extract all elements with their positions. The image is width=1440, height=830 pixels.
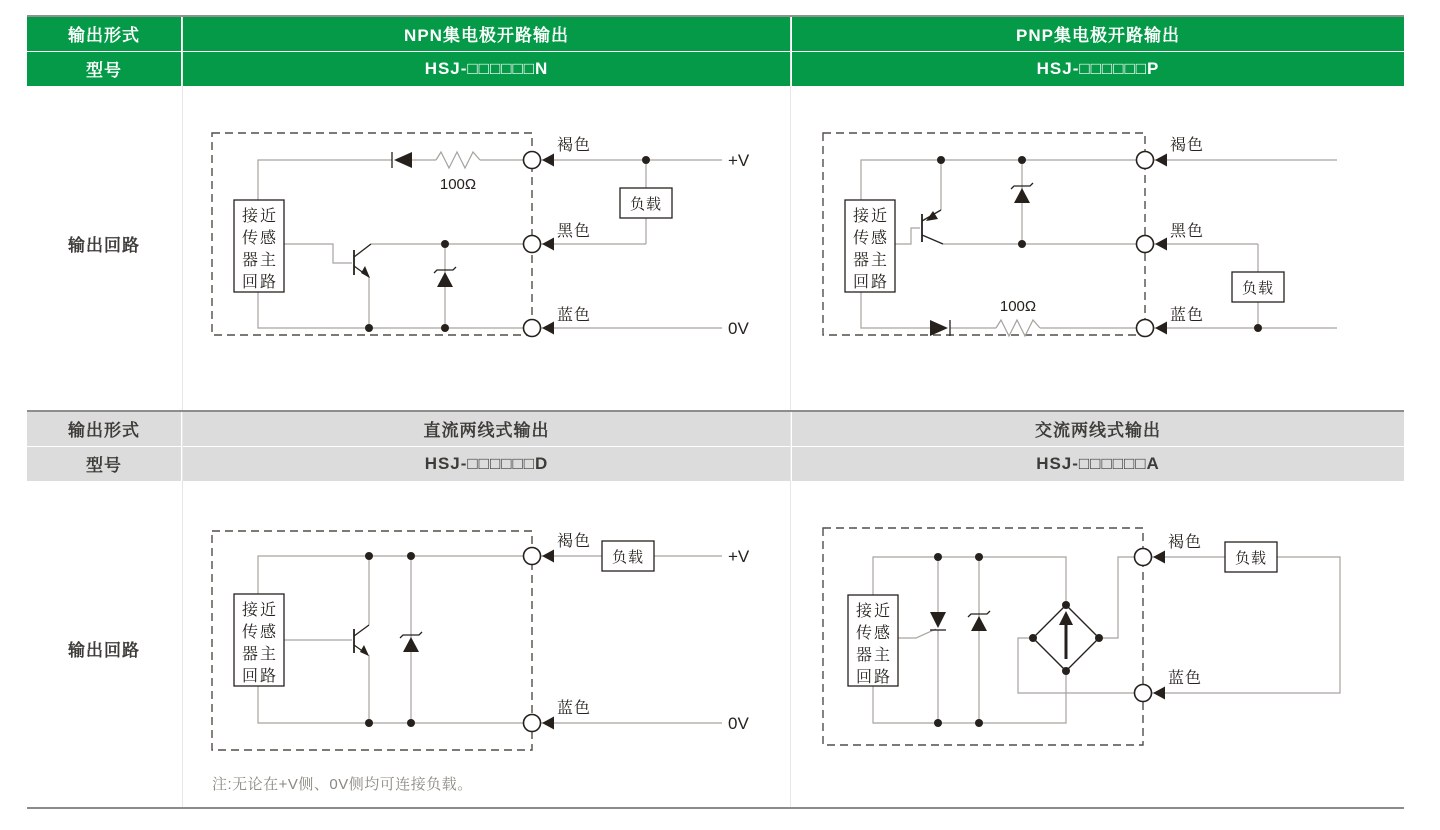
terminals — [524, 548, 555, 732]
zener-diode-icon — [400, 632, 422, 652]
brown-wire-label: 褐色 — [557, 137, 592, 154]
row-label-output-circuit-1: 输出回路 — [68, 236, 140, 255]
wire-segments — [258, 160, 722, 328]
terminal-blue — [1135, 685, 1152, 702]
svg-text:器主: 器主 — [855, 647, 893, 664]
bridge-rectifier-icon — [1029, 601, 1103, 675]
svg-text:传感: 传感 — [855, 625, 893, 642]
header-cell-ac-model: HSJ-□□□□□□A — [792, 447, 1404, 481]
plus-v-label: +V — [728, 547, 750, 566]
footnote: 注:无论在+V侧、0V侧均可连接负载。 — [212, 776, 473, 793]
header-cell-dc-title: 直流两线式输出 — [183, 412, 790, 446]
header-cell-model-label: 型号 — [27, 52, 181, 86]
black-wire-label: 黑色 — [1170, 223, 1205, 240]
arrow-icon — [1153, 551, 1165, 564]
diode-icon — [392, 152, 412, 168]
arrow-icon — [542, 717, 554, 730]
arrow-icon — [1155, 322, 1167, 335]
table-bottom-border — [27, 807, 1404, 809]
svg-text:传感: 传感 — [241, 230, 279, 247]
svg-text:传感: 传感 — [241, 624, 279, 641]
svg-text:器主: 器主 — [852, 252, 890, 269]
svg-text:器主: 器主 — [241, 646, 279, 663]
header-cell-npn-model: HSJ-□□□□□□N — [183, 52, 790, 86]
arrow-icon — [1155, 154, 1167, 167]
wire-segments — [861, 160, 1337, 328]
terminal-blue — [524, 320, 541, 337]
resistor-value-label: 100Ω — [439, 176, 477, 193]
terminal-blue — [524, 715, 541, 732]
blue-wire-label: 蓝色 — [1170, 307, 1205, 324]
svg-text:回路: 回路 — [852, 274, 890, 291]
resistor-value-label: 100Ω — [999, 298, 1037, 315]
header-cell-dc-model: HSJ-□□□□□□D — [183, 447, 790, 481]
svg-text:接近: 接近 — [241, 602, 279, 619]
load-label: 负载 — [611, 549, 645, 566]
blue-wire-label: 蓝色 — [557, 307, 592, 324]
pnp-transistor-icon — [922, 210, 943, 244]
header-cell-model-label: 型号 — [27, 447, 181, 481]
svg-text:接近: 接近 — [241, 208, 279, 225]
black-wire-label: 黑色 — [557, 223, 592, 240]
row-label-output-circuit-2: 输出回路 — [68, 641, 140, 660]
npn-transistor-icon — [354, 625, 369, 656]
svg-text:器主: 器主 — [241, 252, 279, 269]
zener-diode-icon — [968, 611, 990, 631]
thyristor-icon — [930, 612, 946, 630]
terminals — [524, 152, 555, 337]
header-cell-pnp-model: HSJ-□□□□□□P — [792, 52, 1404, 86]
svg-text:接近: 接近 — [855, 603, 893, 620]
svg-text:回路: 回路 — [241, 274, 279, 291]
junction-dots — [365, 552, 415, 727]
resistor-icon — [996, 320, 1040, 336]
brown-wire-label: 褐色 — [1168, 534, 1203, 551]
arrow-icon — [1155, 238, 1167, 251]
header-cell-pnp-title: PNP集电极开路输出 — [792, 17, 1404, 51]
diode-icon — [930, 320, 950, 336]
load-label: 负载 — [1241, 280, 1275, 297]
blue-wire-label: 蓝色 — [1168, 670, 1203, 687]
terminal-black — [524, 236, 541, 253]
brown-wire-label: 褐色 — [1170, 137, 1205, 154]
arrow-icon — [542, 154, 554, 167]
header-cell-output-type-label: 输出形式 — [27, 17, 181, 51]
zero-v-label: 0V — [728, 319, 749, 338]
svg-text:传感: 传感 — [852, 230, 890, 247]
wire-segments — [258, 556, 722, 723]
terminal-brown — [1137, 152, 1154, 169]
load-label: 负载 — [629, 196, 663, 213]
blue-wire-label: 蓝色 — [557, 700, 592, 717]
zener-diode-icon — [434, 267, 456, 287]
terminal-blue — [1137, 320, 1154, 337]
terminal-brown — [524, 548, 541, 565]
load-label: 负载 — [1234, 550, 1268, 567]
pnp-output-circuit — [823, 133, 1337, 337]
arrow-icon — [542, 238, 554, 251]
brown-wire-label: 褐色 — [557, 533, 592, 550]
dc-two-wire-output-circuit — [212, 531, 750, 750]
zener-diode-icon — [1011, 183, 1033, 203]
wire-segments — [873, 557, 1340, 723]
junction-dots — [934, 553, 983, 727]
svg-text:回路: 回路 — [241, 668, 279, 685]
header-cell-ac-title: 交流两线式输出 — [792, 412, 1404, 446]
terminal-brown — [524, 152, 541, 169]
header-cell-output-type-label: 输出形式 — [27, 412, 181, 446]
header-cell-npn-title: NPN集电极开路输出 — [183, 17, 790, 51]
terminal-brown — [1135, 549, 1152, 566]
svg-text:接近: 接近 — [852, 208, 890, 225]
arrow-icon — [1153, 687, 1165, 700]
terminals — [1137, 152, 1168, 337]
terminals — [1135, 549, 1166, 702]
terminal-black — [1137, 236, 1154, 253]
npn-transistor-icon — [354, 244, 371, 278]
zero-v-label: 0V — [728, 714, 749, 733]
arrow-icon — [542, 550, 554, 563]
npn-output-circuit — [212, 133, 750, 338]
plus-v-label: +V — [728, 151, 750, 170]
resistor-icon — [436, 152, 480, 168]
ac-two-wire-output-circuit — [823, 528, 1340, 745]
arrow-icon — [542, 322, 554, 335]
svg-text:回路: 回路 — [855, 669, 893, 686]
